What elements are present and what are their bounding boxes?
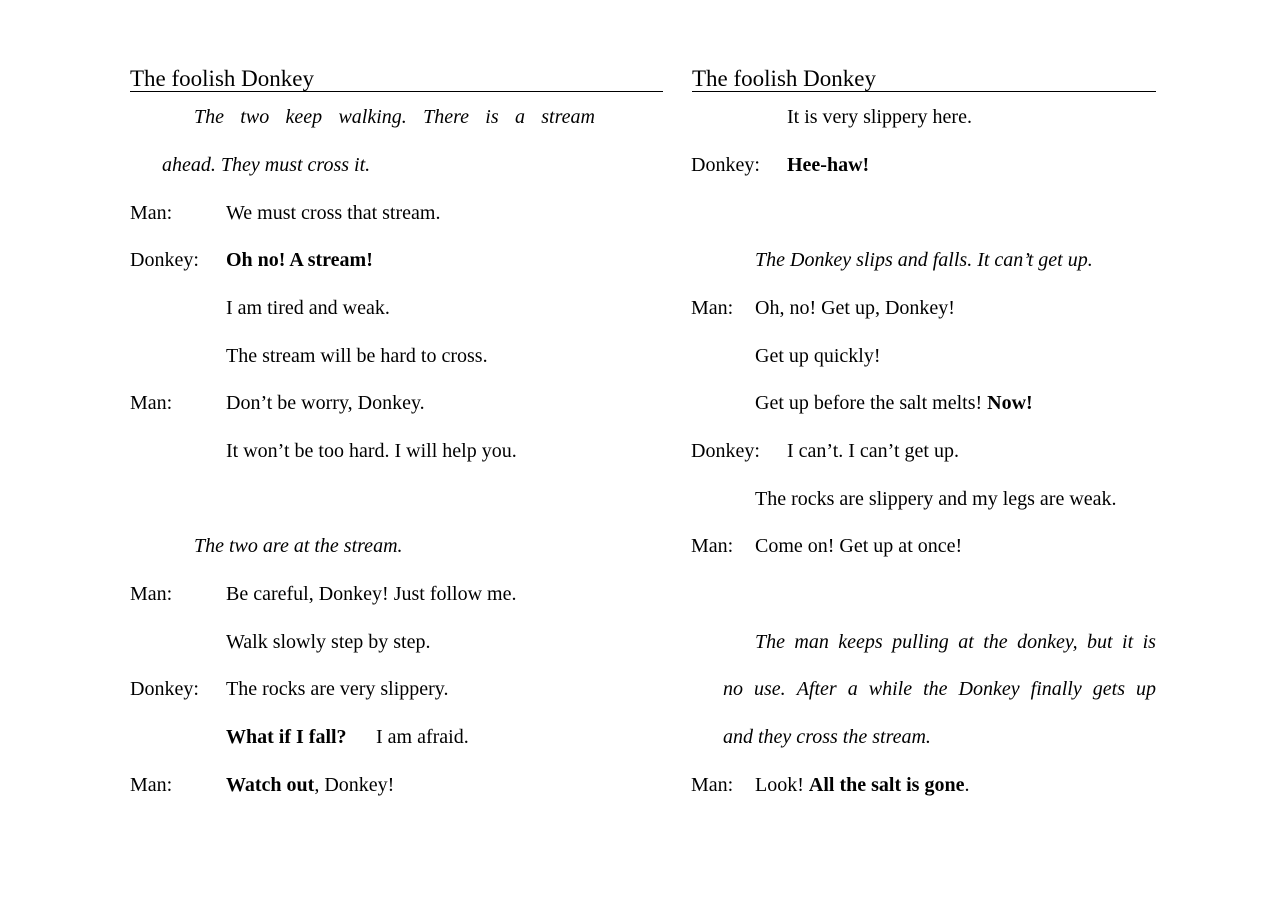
word: while bbox=[868, 678, 913, 700]
speaker-label: Donkey: bbox=[130, 678, 199, 700]
word: up bbox=[1136, 678, 1156, 700]
word: the bbox=[983, 631, 1008, 653]
word: stream bbox=[541, 106, 595, 128]
word: After bbox=[796, 678, 837, 700]
dialogue-text: Get up before the salt melts! bbox=[755, 392, 988, 414]
dialogue-text: . bbox=[964, 774, 970, 796]
word: walking. bbox=[338, 106, 407, 128]
dialogue-line bbox=[755, 773, 969, 797]
word: no bbox=[723, 678, 743, 700]
word: two bbox=[240, 106, 270, 128]
speaker-label: Donkey: bbox=[130, 249, 199, 271]
dialogue-line: It won’t be too hard. I will help you. bbox=[226, 440, 517, 462]
dialogue-emphasis: Now! bbox=[987, 392, 1033, 414]
speaker-label: Man: bbox=[130, 774, 173, 796]
dialogue-emphasis: All the salt is gone bbox=[808, 774, 965, 796]
dialogue-line bbox=[755, 391, 1033, 415]
dialogue-line: Come on! Get up at once! bbox=[755, 535, 963, 557]
speaker-label: Donkey: bbox=[691, 154, 760, 176]
dialogue-text: , Donkey! bbox=[314, 774, 395, 796]
dialogue-line: The stream will be hard to cross. bbox=[226, 345, 488, 367]
word: The bbox=[755, 631, 785, 653]
dialogue-line: Walk slowly step by step. bbox=[226, 631, 431, 653]
page-title-right: The foolish Donkey bbox=[692, 66, 1156, 92]
stage-direction-3: The Donkey slips and falls. It can’t get up. bbox=[755, 249, 1093, 271]
dialogue-line: I can’t. I can’t get up. bbox=[787, 440, 959, 462]
dialogue-line: Hee-haw! bbox=[787, 154, 870, 176]
speaker-label: Man: bbox=[130, 392, 173, 414]
page-title-left: The foolish Donkey bbox=[130, 66, 663, 92]
stage-direction-2: The two are at the stream. bbox=[194, 535, 403, 557]
word: a bbox=[514, 106, 525, 128]
dialogue-line: The rocks are slippery and my legs are weak. bbox=[755, 488, 1117, 510]
dialogue-line: The rocks are very slippery. bbox=[226, 678, 449, 700]
stage-direction-1-line-2: ahead. They must cross it. bbox=[162, 154, 371, 176]
word: but bbox=[1087, 631, 1113, 653]
dialogue-line: It is very slippery here. bbox=[787, 106, 972, 128]
dialogue-line: Get up quickly! bbox=[755, 345, 881, 367]
stage-direction-4-line-1 bbox=[755, 630, 1156, 654]
word: is bbox=[485, 106, 499, 128]
speaker-label: Donkey: bbox=[691, 440, 760, 462]
dialogue-line: I am tired and weak. bbox=[226, 297, 390, 319]
dialogue-line: I am afraid. bbox=[376, 726, 469, 748]
stage-direction-4-line-2 bbox=[723, 677, 1156, 701]
word: The bbox=[194, 106, 224, 128]
word: the bbox=[923, 678, 948, 700]
word: keep bbox=[285, 106, 323, 128]
word: pulling bbox=[892, 631, 949, 653]
word: a bbox=[847, 678, 858, 700]
speaker-label: Man: bbox=[130, 202, 173, 224]
dialogue-line: Be careful, Donkey! Just follow me. bbox=[226, 583, 517, 605]
word: finally bbox=[1030, 678, 1082, 700]
dialogue-line: Don’t be worry, Donkey. bbox=[226, 392, 425, 414]
word: use. bbox=[754, 678, 786, 700]
word: gets bbox=[1092, 678, 1125, 700]
dialogue-line bbox=[226, 773, 394, 797]
speaker-label: Man: bbox=[691, 297, 734, 319]
dialogue-emphasis: Watch out bbox=[226, 774, 315, 796]
word: at bbox=[958, 631, 974, 653]
word: donkey, bbox=[1017, 631, 1078, 653]
word: is bbox=[1142, 631, 1156, 653]
word: it bbox=[1122, 631, 1134, 653]
speaker-label: Man: bbox=[691, 535, 734, 557]
dialogue-line: We must cross that stream. bbox=[226, 202, 441, 224]
word: keeps bbox=[838, 631, 883, 653]
word: Donkey bbox=[958, 678, 1020, 700]
dialogue-text: Look! bbox=[755, 774, 809, 796]
word: There bbox=[423, 106, 469, 128]
dialogue-line: Oh no! A stream! bbox=[226, 249, 373, 271]
dialogue-line: Oh, no! Get up, Donkey! bbox=[755, 297, 955, 319]
speaker-label: Man: bbox=[130, 583, 173, 605]
dialogue-line-bold: What if I fall? bbox=[226, 726, 347, 748]
stage-direction-1-line-1 bbox=[194, 105, 595, 129]
word: man bbox=[794, 631, 829, 653]
stage-direction-4-line-3: and they cross the stream. bbox=[723, 726, 931, 748]
speaker-label: Man: bbox=[691, 774, 734, 796]
